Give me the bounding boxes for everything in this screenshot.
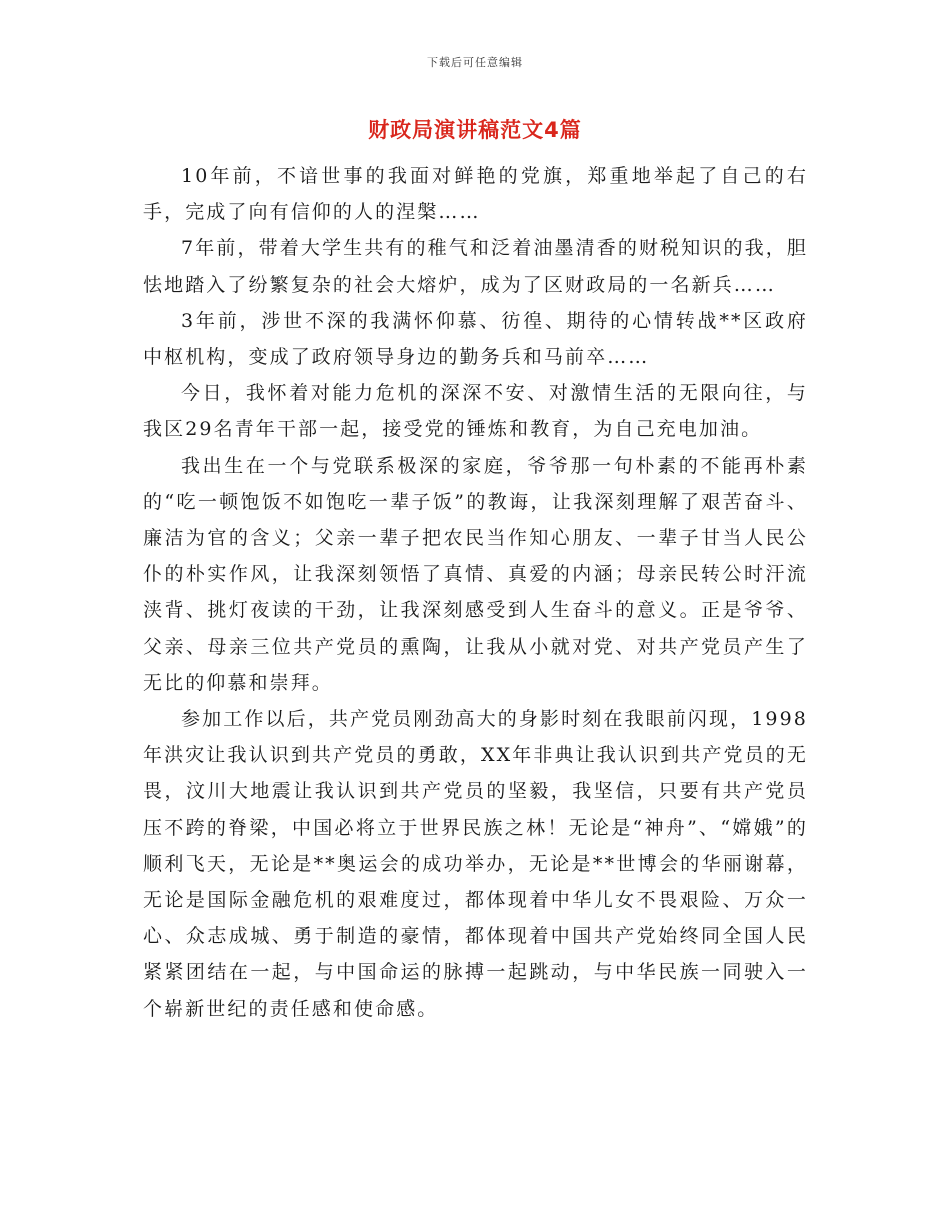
- paragraph: 3年前，涉世不深的我满怀仰慕、彷徨、期待的心情转战**区政府中枢机构，变成了政府领导身边的勤务兵和马前卒……: [143, 309, 808, 369]
- paragraph: 参加工作以后，共产党员刚劲高大的身影时刻在我眼前闪现，1998年洪灾让我认识到共产党员的勇敢，XX年非典让我认识到共产党员的无畏，汶川大地震让我认识到共产党员的坚毅，我坚信，只要有共产党员压不跨的脊梁，中国必将立于世界民族之林！无论是“神舟”、“嫦娥”的顺利飞天，无论是**奥运会的成功举办，无论是**世博会的华丽谢幕，无论是国际金融危机的艰难度过，都体现着中华儿女不畏艰险、万众一心、众志成城、勇于制造的豪情，都体现着中国共产党始终同全国人民紧紧团结在一起，与中国命运的脉搏一起跳动，与中华民族一同驶入一个崭新世纪的责任感和使命感。: [143, 708, 808, 1020]
- document-body: [143, 158, 808, 1027]
- paragraph: 今日，我怀着对能力危机的深深不安、对激情生活的无限向往，与我区29名青年干部一起，接受党的锤炼和教育，为自己充电加油。: [143, 382, 808, 441]
- paragraph: 7年前，带着大学生共有的稚气和泛着油墨清香的财税知识的我，胆怯地踏入了纷繁复杂的社会大熔炉，成为了区财政局的一名新兵……: [143, 237, 808, 296]
- header-note: 下载后可任意编辑: [427, 56, 523, 69]
- paragraph: 10年前，不谙世事的我面对鲜艳的党旗，郑重地举起了自己的右手，完成了向有信仰的人的涅槃……: [143, 165, 808, 224]
- document-title: 财政局演讲稿范文4篇: [368, 118, 582, 142]
- paragraph: 我出生在一个与党联系极深的家庭，爷爷那一句朴素的不能再朴素的“吃一顿饱饭不如饱吃一辈子饭”的教诲，让我深刻理解了艰苦奋斗、廉洁为官的含义；父亲一辈子把农民当作知心朋友、一辈子甘当人民公仆的朴实作风，让我深刻领悟了真情、真爱的内涵；母亲民转公时汗流浃背、挑灯夜读的干劲，让我深刻感受到人生奋斗的意义。正是爷爷、父亲、母亲三位共产党员的熏陶，让我从小就对党、对共产党员产生了无比的仰慕和崇拜。: [143, 454, 808, 694]
